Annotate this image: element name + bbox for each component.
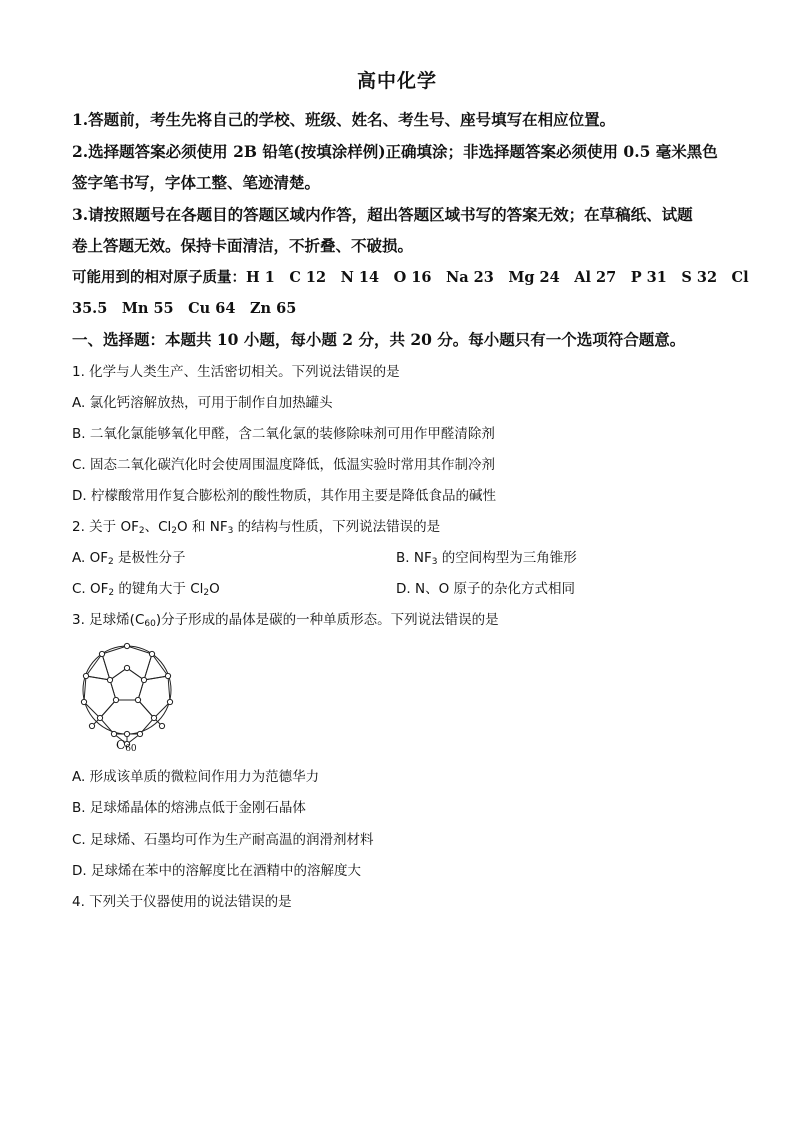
q2-stem-part: O 和 NF — [177, 519, 228, 535]
q1-option-b: B. 二氧化氯能够氧化甲醛，含二氧化氯的装修除味剂可用作甲醛清除剂 — [72, 426, 495, 442]
q3-stem — [72, 608, 499, 629]
q1-option-d: D. 柠檬酸常用作复合膨松剂的酸性物质，其作用主要是降低食品的碱性 — [72, 488, 496, 504]
q2-stem-part: 、Cl — [144, 519, 172, 535]
note-3b: 卷上答题无效。保持卡面清洁，不折叠、不破损。 — [72, 236, 414, 255]
note-1: 1.答题前，考生先将自己的学校、班级、姓名、考生号、座号填写在相应位置。 — [72, 110, 616, 129]
q2-b-part: 的空间构型为三角锥形 — [437, 550, 577, 566]
q3-option-a: A. 形成该单质的微粒间作用力为范德华力 — [72, 769, 320, 785]
q2-a-sub: 2 — [107, 557, 114, 567]
c60-label-sub: 60 — [125, 744, 137, 754]
q1-option-c: C. 固态二氧化碳汽化时会使周围温度降低，低温实验时常用其作制冷剂 — [72, 457, 496, 473]
q2-option-a — [72, 546, 186, 567]
q4-stem: 4. 下列关于仪器使用的说法错误的是 — [72, 894, 292, 910]
q3-stem-part: 3. 足球烯(C — [72, 612, 145, 628]
q1-option-a: A. 氯化钙溶解放热，可用于制作自加热罐头 — [72, 395, 333, 411]
q2-stem-sub: 3 — [227, 526, 234, 536]
note-2b: 签字笔书写，字体工整、笔迹清楚。 — [72, 173, 321, 192]
note-2a: 2.选择题答案必须使用 2B 铅笔(按填涂样例)正确填涂；非选择题答案必须使用 0.5 毫米黑色 — [72, 142, 718, 161]
atomic-masses-line-1: 可能用到的相对原子质量：H 1 C 12 N 14 O 16 Na 23 Mg 24 Al 27 P 31 S 32 Cl — [72, 269, 749, 286]
page-title: 高中化学 — [356, 70, 437, 92]
c60-figure-label — [116, 738, 137, 754]
q1-stem: 1. 化学与人类生产、生活密切相关。下列说法错误的是 — [72, 364, 400, 380]
q2-c-part: 的键角大于 Cl — [114, 581, 204, 597]
c60-label-text: C — [116, 738, 126, 752]
q2-a-part: A. OF — [72, 550, 108, 566]
q2-c-sub: 2 — [203, 588, 210, 598]
q3-stem-part: )分子形成的晶体是碳的一种单质形态。下列说法错误的是 — [155, 612, 499, 628]
q2-c-part: O — [209, 581, 220, 597]
q2-c-part: C. OF — [72, 581, 109, 597]
note-3a: 3.请按照题号在各题目的答题区域内作答，超出答题区域书写的答案无效；在草稿纸、试题 — [72, 205, 693, 224]
q2-b-part: B. NF — [396, 550, 432, 566]
q3-option-c: C. 足球烯、石墨均可作为生产耐高温的润滑剂材料 — [72, 832, 374, 848]
q3-stem-sub: 60 — [144, 619, 156, 629]
q2-stem-sub: 2 — [138, 526, 145, 536]
section-heading: 一、选择题：本题共 10 小题，每小题 2 分，共 20 分。每小题只有一个选项符合题意。 — [72, 330, 686, 349]
q2-stem-part: 的结构与性质，下列说法错误的是 — [233, 519, 441, 535]
q3-option-d: D. 足球烯在苯中的溶解度比在酒精中的溶解度大 — [72, 863, 361, 879]
q3-option-b: B. 足球烯晶体的熔沸点低于金刚石晶体 — [72, 800, 306, 816]
q2-option-d: D. N、O 原子的杂化方式相同 — [396, 581, 575, 597]
q2-b-sub: 3 — [431, 557, 438, 567]
q2-option-c — [72, 577, 220, 598]
q2-stem — [72, 515, 440, 536]
q2-a-part: 是极性分子 — [113, 550, 186, 566]
q2-c-sub: 2 — [108, 588, 115, 598]
atomic-masses-line-2: 35.5 Mn 55 Cu 64 Zn 65 — [72, 300, 297, 317]
q2-option-b — [396, 546, 577, 567]
q2-stem-sub: 2 — [171, 526, 178, 536]
q2-stem-part: 2. 关于 OF — [72, 519, 139, 535]
